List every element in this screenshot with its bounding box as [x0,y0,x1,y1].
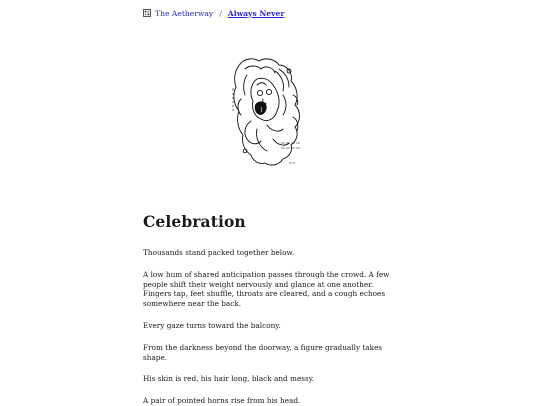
breadcrumb [143,7,284,19]
story-paragraph: His skin is red, his hair long, black and messy. [143,374,315,384]
current-page-link[interactable]: Always Never [227,8,285,18]
story-paragraph: Thousands stand packed together below. [143,248,295,257]
site-home-link[interactable]: The Aetherway [155,8,214,18]
ink-drawing-illustration [227,55,313,173]
site-logo-icon [143,9,151,17]
story-paragraph: From the darkness beyond the doorway, a figure gradually takes shape. [143,342,383,362]
story-paragraph: A low hum of shared anticipation passes through the crowd. A few people shift their weight nervously and glance at one another. Fingers tap, feet shuffle, throats are cleared, and a cough echoes somewhere near the back. [143,269,390,309]
article-body [143,248,398,406]
story-paragraph: A pair of pointed horns rise from his head. [143,396,301,406]
breadcrumb-separator: / [219,8,222,18]
story-paragraph: Every gaze turns toward the balcony. [143,320,281,330]
article-title: Celebration [143,212,246,231]
